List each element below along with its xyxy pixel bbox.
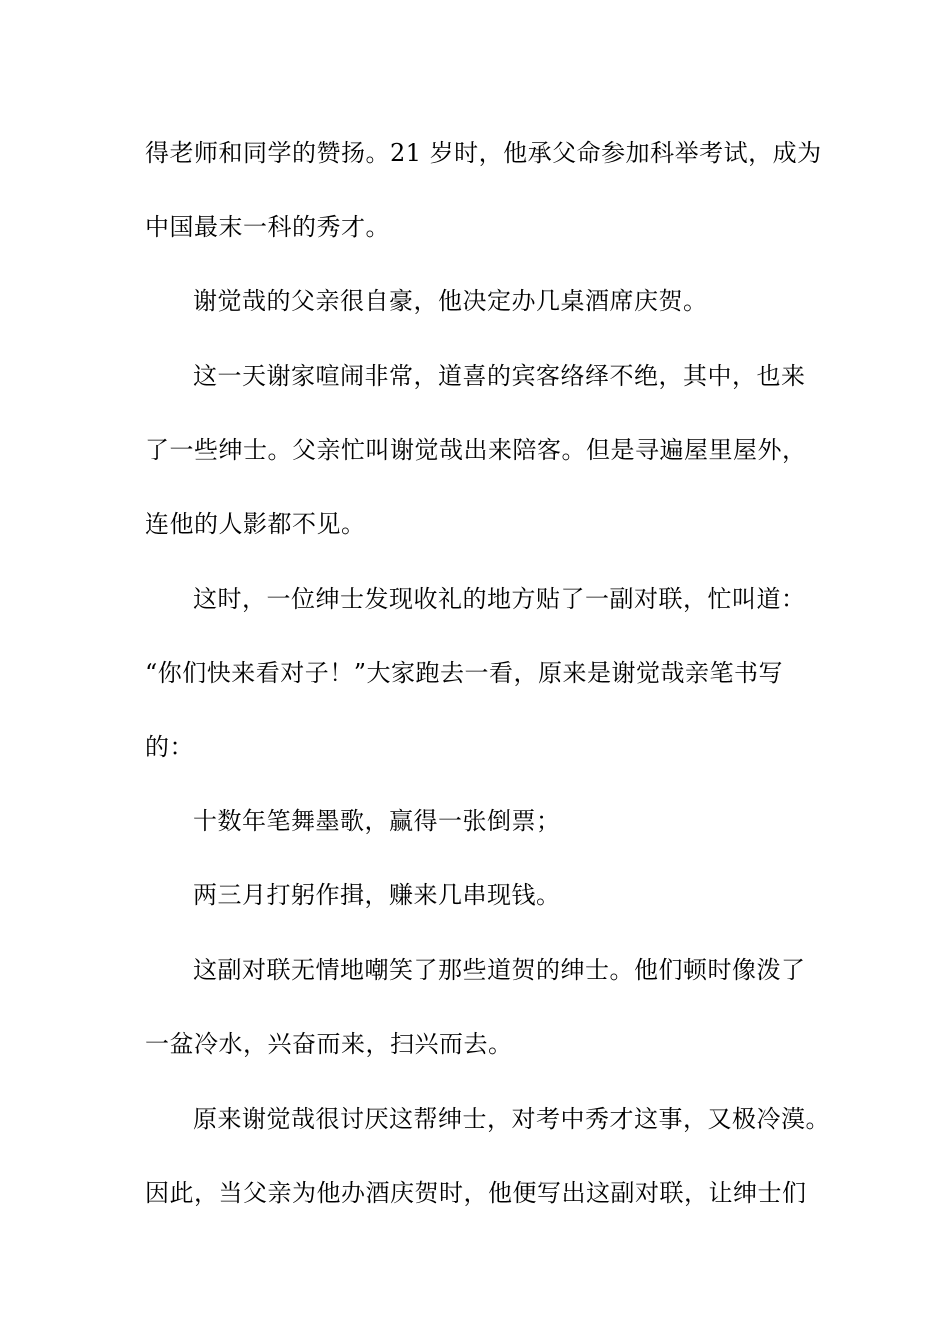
paragraph-line: 的： — [145, 733, 194, 761]
couplet-line: 两三月打躬作揖，赚来几串现钱。 — [193, 881, 561, 909]
paragraph-line: 这一天谢家喧闹非常，道喜的宾客络绎不绝，其中，也来 — [193, 362, 806, 390]
paragraph-line: 中国最末一科的秀才。 — [145, 213, 390, 241]
paragraph-line: “你们快来看对子！”大家跑去一看，原来是谢觉哉亲笔书写 — [145, 659, 784, 687]
paragraph-line: 了一些绅士。父亲忙叫谢觉哉出来陪客。但是寻遍屋里屋外， — [145, 436, 807, 464]
paragraph-line: 这时，一位绅士发现收礼的地方贴了一副对联，忙叫道： — [193, 585, 806, 613]
paragraph-line: 谢觉哉的父亲很自豪，他决定办几桌酒席庆贺。 — [193, 287, 708, 315]
paragraph-line: 连他的人影都不见。 — [145, 510, 366, 538]
paragraph-line: 因此，当父亲为他办酒庆贺时，他便写出这副对联，让绅士们 — [145, 1179, 807, 1207]
paragraph-line: 得老师和同学的赞扬。21 岁时，他承父命参加科举考试，成为 — [145, 139, 822, 167]
paragraph-line: 一盆冷水，兴奋而来，扫兴而去。 — [145, 1030, 513, 1058]
couplet-line: 十数年笔舞墨歌，赢得一张倒票； — [193, 807, 561, 835]
paragraph-line: 原来谢觉哉很讨厌这帮绅士，对考中秀才这事，又极冷漠。 — [193, 1105, 830, 1133]
paragraph-line: 这副对联无情地嘲笑了那些道贺的绅士。他们顿时像泼了 — [193, 956, 806, 984]
